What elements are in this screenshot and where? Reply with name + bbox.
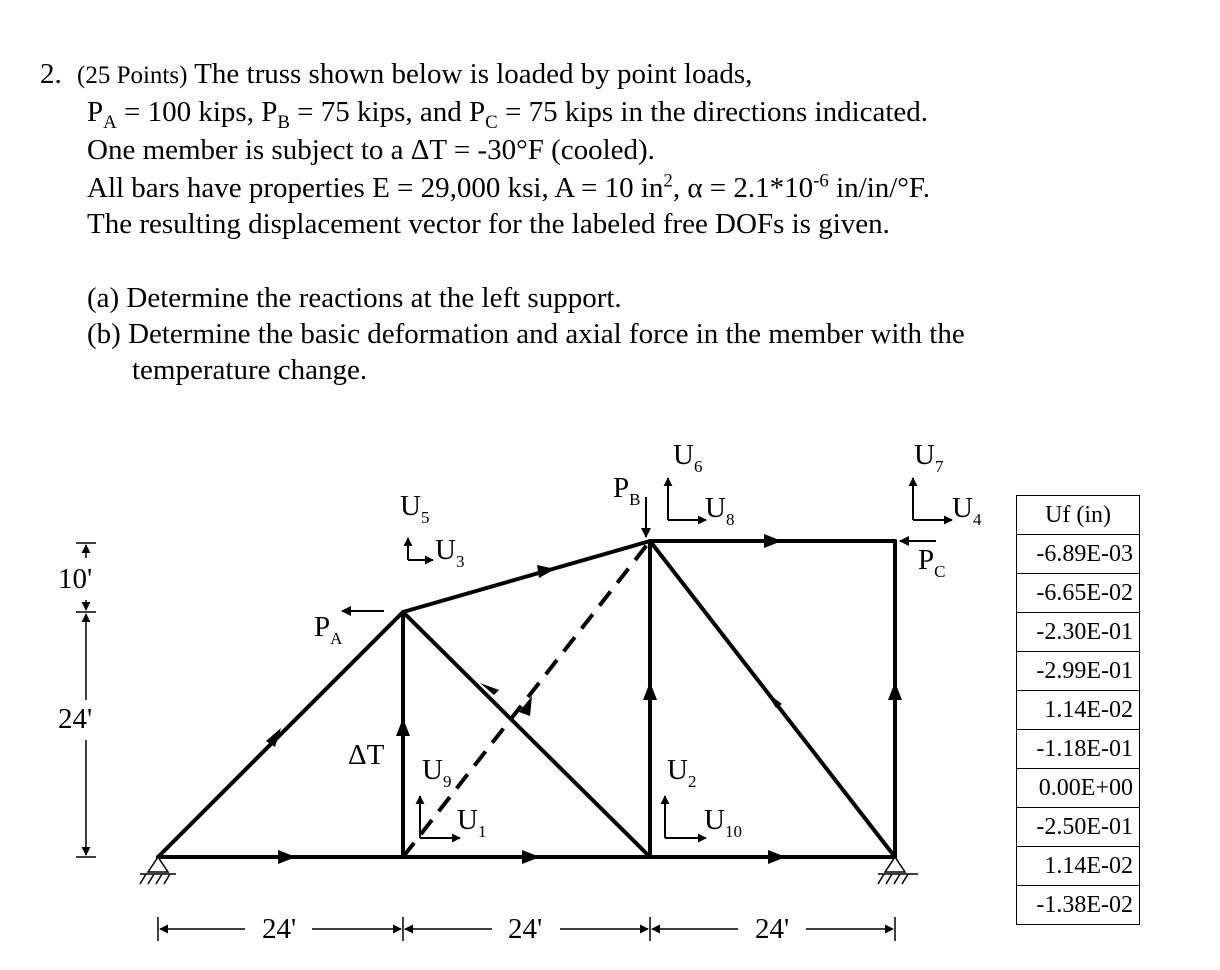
dof-u10-label: $U_{10}$ — [704, 804, 742, 841]
dof-u2-label: $U_2$ — [667, 754, 697, 791]
member-dashed-diagonal — [403, 541, 650, 857]
dir-arrow-vertical-1 — [396, 718, 410, 736]
table-header: Uf (in) — [1017, 496, 1140, 535]
table-cell: -2.50E-01 — [1017, 808, 1140, 847]
problem-line-disp: The resulting displacement vector for the labeled free DOFs is given. — [87, 208, 890, 240]
pb-value: 75 kips, and — [320, 96, 462, 128]
points-label: (25 Points) — [77, 62, 188, 89]
load-pb-label: $P_B$ — [613, 472, 641, 509]
pb-symbol: $P_B$ = — [261, 96, 321, 133]
pa-symbol: $P_A$ = — [87, 96, 148, 133]
dof-u7-label: $U_7$ — [914, 439, 944, 476]
problem-line-props: All bars have properties E = 29,000 ksi, A = 10 $in^2$, $\alpha = 2.1*10^{-6}$ in/in/°F. — [87, 170, 930, 204]
table-cell: 0.00E+00 — [1017, 769, 1140, 808]
member-diagonal-2 — [403, 612, 650, 857]
pc-symbol: $P_C$ = — [469, 96, 529, 133]
dof-u6-label: $U_6$ — [673, 439, 703, 476]
dof-u8-label: $U_8$ — [705, 492, 735, 529]
dir-arrow-bottom-3 — [768, 850, 786, 864]
table-cell: -1.18E-01 — [1017, 730, 1140, 769]
dim-bay-2: 24' — [508, 913, 543, 945]
dof-u9-label: $U_9$ — [422, 754, 452, 791]
dof-u3-label: $U_3$ — [435, 534, 465, 571]
dof-u1-label: $U_1$ — [457, 804, 487, 841]
dir-arrow-diagonal-3 — [766, 692, 782, 708]
table-cell: -6.89E-03 — [1017, 535, 1140, 574]
dir-arrow-bottom-1 — [278, 850, 296, 864]
props-b: , α = 2.1*10 — [672, 172, 814, 204]
pa-value: 100 kips, — [147, 96, 254, 128]
support-left — [140, 857, 176, 884]
problem-line-temp: One member is subject to a ΔT = -30°F (cooled). — [87, 134, 655, 166]
delta-t-label: ΔT — [348, 739, 385, 771]
dir-arrow-top-flat — [764, 534, 782, 548]
dir-arrow-vertical-3 — [888, 682, 902, 700]
member-left-diagonal — [158, 612, 403, 857]
table-cell: 1.14E-02 — [1017, 847, 1140, 886]
dof-u4-label: $U_4$ — [952, 492, 982, 529]
load-pa-label: $P_A$ — [314, 611, 343, 648]
dim-top-height: 10' — [58, 563, 93, 595]
pc-value: 75 kips in the directions indicated. — [528, 96, 929, 128]
dof-u5-label: $U_5$ — [400, 490, 430, 527]
part-a: (a) Determine the reactions at the left support. — [87, 282, 622, 314]
member-direction-arrows — [266, 534, 902, 864]
table-cell: -6.65E-02 — [1017, 574, 1140, 613]
part-b-line-2: temperature change. — [132, 354, 368, 386]
table-cell: -2.99E-01 — [1017, 652, 1140, 691]
props-d: in/in/°F. — [828, 172, 930, 204]
part-b-line-1: (b) Determine the basic deformation and axial force in the member with the — [87, 318, 965, 350]
dim-bottom-height: 24' — [58, 703, 93, 735]
truss-figure — [0, 420, 1000, 970]
displacement-table — [1016, 495, 1140, 925]
truss-members — [158, 541, 895, 857]
table-cell: -2.30E-01 — [1017, 613, 1140, 652]
problem-number: 2. — [40, 58, 62, 90]
problem-line-1 — [40, 56, 752, 94]
props-a: All bars have properties E = 29,000 ksi, A = 10 in — [87, 172, 664, 204]
dir-arrow-bottom-2 — [522, 850, 540, 864]
problem-line-loads — [87, 94, 929, 133]
table-cell: 1.14E-02 — [1017, 691, 1140, 730]
dim-bay-1: 24' — [262, 913, 297, 945]
dir-arrow-top-sloped — [537, 565, 555, 578]
table-cell: -1.38E-02 — [1017, 886, 1140, 925]
intro-text: The truss shown below is loaded by point loads, — [194, 58, 753, 90]
dim-bay-3: 24' — [755, 913, 790, 945]
load-pc-label: $P_C$ — [918, 544, 946, 581]
props-exponent: -6 — [813, 170, 829, 192]
dir-arrow-vertical-2 — [643, 682, 657, 700]
support-right — [878, 857, 918, 884]
